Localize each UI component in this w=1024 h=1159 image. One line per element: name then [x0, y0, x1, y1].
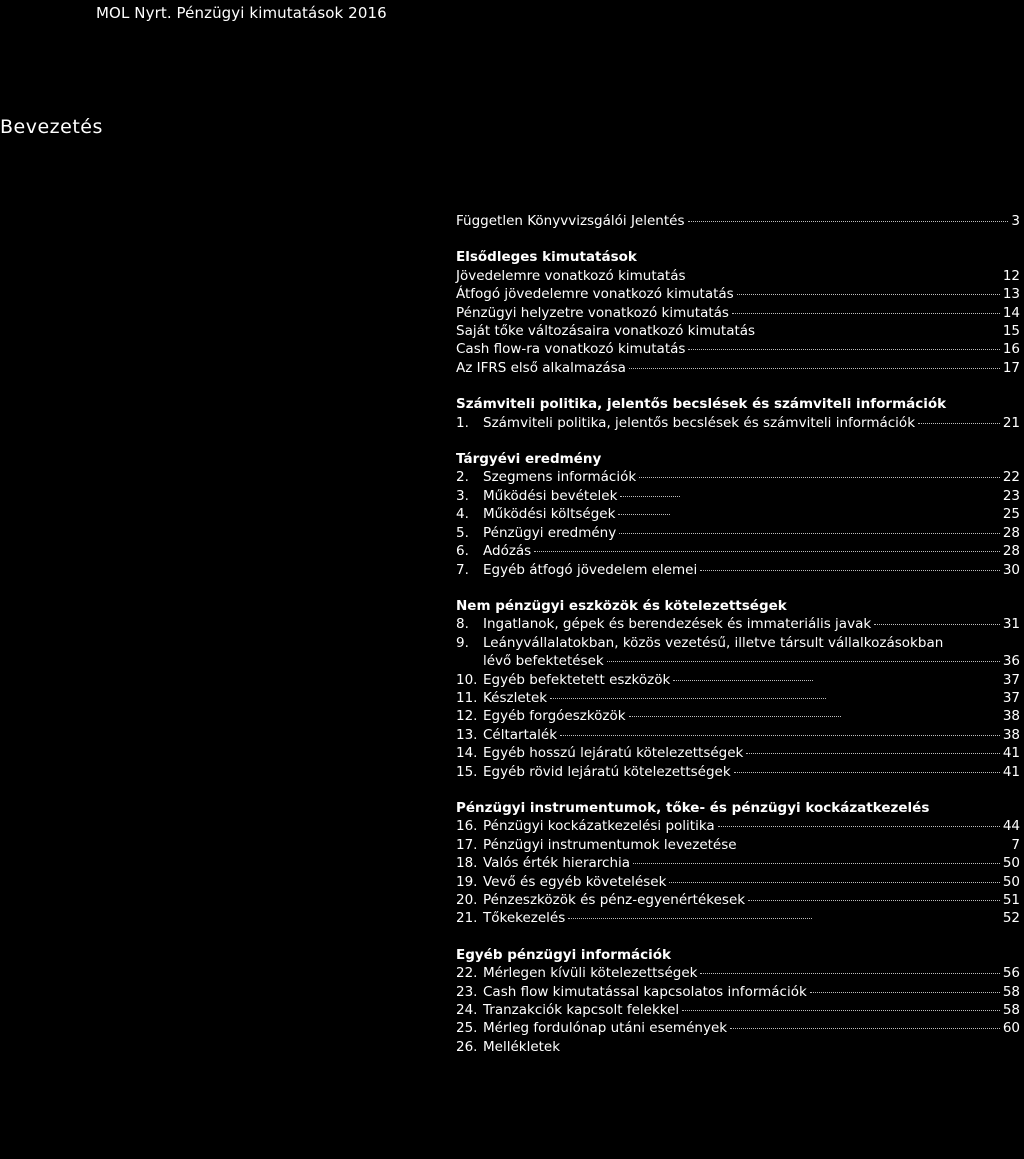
- toc-entry-number: 25.: [456, 1020, 478, 1037]
- toc-section-policy: [456, 395, 1020, 432]
- toc-entry[interactable]: [456, 615, 1020, 633]
- toc-entry-label: Ingatlanok, gépek és berendezések és immateriális javak: [483, 616, 872, 633]
- leader-dots: [874, 624, 1000, 625]
- leader-dots: [633, 863, 1000, 864]
- toc-entry-number: 3.: [456, 487, 469, 504]
- toc-entry-page: 31: [1002, 616, 1020, 633]
- toc-entry-number: 22.: [456, 965, 478, 982]
- toc-entry-page: 51: [1002, 892, 1020, 908]
- toc-entry-number: 11.: [456, 689, 478, 706]
- toc-entry-page: 38: [1002, 708, 1020, 725]
- toc-section-other: [456, 946, 1020, 1056]
- toc-entry-label: Egyéb rövid lejáratú kötelezettségek: [483, 763, 731, 780]
- toc-entry[interactable]: [456, 1001, 1020, 1019]
- toc-entry-label: Tranzakciók kapcsolt felekkel: [483, 1002, 680, 1019]
- leader-dots: [534, 551, 1000, 552]
- leader-dots: [619, 533, 1000, 534]
- toc-entry-label: Számviteli politika, jelentős becslések és számviteli információk: [483, 414, 916, 431]
- toc-entry[interactable]: [456, 1019, 1020, 1037]
- toc-entry[interactable]: [456, 726, 1020, 744]
- toc-entry-page: 16: [1002, 341, 1020, 358]
- toc-entry-page: 15: [1002, 323, 1020, 340]
- toc-entry-label: Működési bevételek: [483, 487, 618, 504]
- toc-entry[interactable]: [456, 744, 1020, 762]
- toc-entry[interactable]: [456, 542, 1020, 560]
- toc-entry[interactable]: [456, 414, 1020, 432]
- toc-entry-page: 44: [1002, 818, 1020, 835]
- toc-entry-number: 4.: [456, 506, 469, 523]
- leader-dots: [734, 772, 1000, 773]
- toc-entry[interactable]: [456, 340, 1020, 358]
- toc-entry[interactable]: [456, 505, 1020, 523]
- leader-dots: [700, 570, 1000, 571]
- toc-entry-number: 6.: [456, 543, 469, 560]
- leader-dots: [607, 661, 1000, 662]
- toc-entry-page: 3: [1011, 213, 1020, 229]
- toc-entry[interactable]: [456, 524, 1020, 542]
- toc-entry-label: Pénzügyi kockázatkezelési politika: [483, 818, 715, 835]
- toc-entry[interactable]: [456, 322, 1020, 340]
- leader-dots: [730, 1028, 1000, 1029]
- toc-entry-number: 10.: [456, 671, 478, 688]
- toc-entry-label: Cash flow-ra vonatkozó kimutatás: [456, 341, 686, 358]
- toc-entry-number: 12.: [456, 708, 478, 725]
- toc-entry[interactable]: [456, 468, 1020, 486]
- toc-entry[interactable]: [456, 854, 1020, 872]
- toc-entry-continuation: [483, 652, 1020, 670]
- toc-entry[interactable]: [456, 964, 1020, 982]
- toc-entry-page: 22: [1002, 469, 1020, 486]
- leader-dots: [748, 900, 1000, 901]
- leader-dots: [718, 826, 1000, 827]
- toc-entry-number: 16.: [456, 818, 478, 835]
- toc-entry[interactable]: [456, 836, 1020, 854]
- toc-entry-label-continued: lévő befektetések: [483, 653, 604, 670]
- leader-dots: [629, 368, 1000, 369]
- toc-entry-page: 60: [1002, 1020, 1020, 1037]
- section-heading: Pénzügyi instrumentumok, tőke- és pénzügyi kockázatkezelés: [456, 799, 930, 816]
- toc-entry-label: Egyéb befektetett eszközök: [483, 671, 671, 688]
- toc-entry[interactable]: [456, 634, 1020, 671]
- toc-entry[interactable]: [456, 267, 1020, 285]
- toc-entry[interactable]: [456, 873, 1020, 891]
- section-heading: Számviteli politika, jelentős becslések és számviteli információk: [456, 396, 947, 413]
- toc-entry[interactable]: [456, 983, 1020, 1001]
- toc-entry-number: 20.: [456, 892, 478, 908]
- toc-entry[interactable]: [456, 487, 1020, 505]
- toc-entry-label: Vevő és egyéb követelések: [483, 873, 667, 890]
- toc-entry[interactable]: [456, 304, 1020, 322]
- toc-entry-page: 37: [1002, 671, 1020, 688]
- toc-entry-page: 52: [1002, 910, 1020, 927]
- table-of-contents: [456, 212, 1020, 1056]
- leader-dots: [629, 716, 841, 717]
- running-header: MOL Nyrt. Pénzügyi kimutatások 2016: [96, 4, 387, 22]
- toc-entry-page: 41: [1002, 745, 1020, 762]
- toc-entry-label: Saját tőke változásaira vonatkozó kimutatás: [456, 323, 756, 340]
- toc-entry-page: 36: [1002, 653, 1020, 670]
- toc-section-intro: [456, 212, 1020, 230]
- toc-entry-page: 50: [1002, 873, 1020, 890]
- leader-dots: [746, 753, 999, 754]
- toc-entry-page: 50: [1002, 855, 1020, 872]
- toc-entry-number: 26.: [456, 1038, 478, 1055]
- toc-entry[interactable]: [456, 909, 1020, 927]
- toc-entry-page: 13: [1002, 286, 1020, 303]
- toc-entry-page: 25: [1002, 506, 1020, 523]
- toc-entry-page: 58: [1002, 983, 1020, 1000]
- toc-entry-label: Adózás: [483, 543, 532, 560]
- toc-entry[interactable]: [456, 891, 1020, 909]
- toc-entry-label: Tőkekezelés: [483, 910, 566, 927]
- toc-entry-label: Szegmens információk: [483, 469, 637, 486]
- toc-entry-page: 38: [1002, 726, 1020, 743]
- section-heading: Tárgyévi eredmény: [456, 451, 602, 468]
- section-heading: Nem pénzügyi eszközök és kötelezettségek: [456, 597, 787, 614]
- toc-entry-page: 41: [1002, 763, 1020, 780]
- toc-entry-label: Az IFRS első alkalmazása: [456, 359, 626, 376]
- toc-entry[interactable]: [456, 212, 1020, 230]
- section-heading: Egyéb pénzügyi információk: [456, 946, 671, 963]
- toc-entry[interactable]: [456, 285, 1020, 303]
- toc-entry-page: 37: [1002, 689, 1020, 706]
- toc-entry-page: 23: [1002, 487, 1020, 504]
- toc-section-results: [456, 450, 1020, 579]
- toc-entry-number: 8.: [456, 616, 469, 633]
- toc-entry-label: Leányvállalatokban, közös vezetésű, illetve társult vállalkozásokban: [483, 634, 944, 651]
- toc-entry-number: 17.: [456, 836, 478, 853]
- toc-entry-number: 19.: [456, 873, 478, 890]
- page-title: Bevezetés: [0, 116, 103, 138]
- toc-entry-label: Cash flow kimutatással kapcsolatos információk: [483, 983, 807, 1000]
- toc-entry-number: 5.: [456, 524, 469, 541]
- toc-entry-number: 21.: [456, 910, 478, 927]
- toc-entry[interactable]: [456, 359, 1020, 377]
- toc-entry-number: 14.: [456, 745, 478, 762]
- toc-entry-number: 23.: [456, 983, 478, 1000]
- toc-entry-label: Mérleg fordulónap utáni események: [483, 1020, 728, 1037]
- leader-dots: [560, 735, 1000, 736]
- toc-entry-label: Pénzügyi eredmény: [483, 524, 617, 541]
- leader-dots: [550, 698, 826, 699]
- toc-entry-label: Valós érték hierarchia: [483, 855, 631, 872]
- toc-entry-label: Pénzügyi helyzetre vonatkozó kimutatás: [456, 304, 729, 321]
- toc-entry[interactable]: [456, 1038, 1020, 1056]
- toc-entry-page: 21: [1002, 414, 1020, 431]
- toc-entry-page: 17: [1002, 359, 1020, 376]
- toc-entry-label: Mérlegen kívüli kötelezettségek: [483, 965, 698, 982]
- section-heading: Elsődleges kimutatások: [456, 249, 637, 266]
- leader-dots: [669, 882, 999, 883]
- toc-entry-page: 12: [1002, 267, 1020, 284]
- leader-dots: [732, 313, 1000, 314]
- toc-entry-number: 18.: [456, 855, 478, 872]
- leader-dots: [618, 514, 670, 515]
- leader-dots: [688, 349, 999, 350]
- toc-entry[interactable]: [456, 707, 1020, 725]
- toc-entry-number: 9.: [456, 634, 469, 651]
- toc-entry-label: Készletek: [483, 689, 548, 706]
- toc-entry-label: Pénzügyi instrumentumok levezetése: [483, 836, 737, 853]
- toc-entry-label: Egyéb forgóeszközök: [483, 708, 626, 725]
- toc-entry-page: 7: [1011, 836, 1020, 853]
- toc-section-nonfinancial: [456, 597, 1020, 781]
- toc-entry-number: 13.: [456, 726, 478, 743]
- leader-dots: [682, 1010, 1000, 1011]
- leader-dots: [700, 973, 999, 974]
- toc-entry-label: Mellékletek: [483, 1038, 561, 1055]
- toc-entry[interactable]: [456, 671, 1020, 689]
- toc-entry[interactable]: [456, 689, 1020, 707]
- leader-dots: [673, 680, 813, 681]
- toc-entry-label: Egyéb átfogó jövedelem elemei: [483, 561, 698, 578]
- toc-entry-label: Pénzeszközök és pénz-egyenértékesek: [483, 892, 746, 908]
- toc-entry-page: 30: [1002, 561, 1020, 578]
- leader-dots: [568, 918, 812, 919]
- toc-entry-number: 7.: [456, 561, 469, 578]
- toc-entry-number: 15.: [456, 763, 478, 780]
- toc-entry-page: 28: [1002, 524, 1020, 541]
- toc-entry[interactable]: [456, 763, 1020, 781]
- toc-entry-page: 58: [1002, 1002, 1020, 1019]
- toc-section-primary: [456, 248, 1020, 377]
- toc-entry-label: Működési költségek: [483, 506, 616, 523]
- leader-dots: [688, 221, 1009, 222]
- toc-entry-label: Átfogó jövedelemre vonatkozó kimutatás: [456, 286, 734, 303]
- leader-dots: [639, 477, 1000, 478]
- leader-dots: [810, 992, 1000, 993]
- toc-entry[interactable]: [456, 561, 1020, 579]
- toc-entry[interactable]: [456, 817, 1020, 835]
- toc-entry-page: 14: [1002, 304, 1020, 321]
- toc-entry-number: 2.: [456, 469, 469, 486]
- toc-section-financial: [456, 799, 1020, 928]
- leader-dots: [620, 496, 680, 497]
- toc-entry-label: Céltartalék: [483, 726, 558, 743]
- toc-entry-page: 56: [1002, 965, 1020, 982]
- toc-entry-label: Független Könyvvizsgálói Jelentés: [456, 213, 685, 229]
- toc-entry-number: 1.: [456, 414, 469, 431]
- leader-dots: [918, 423, 1000, 424]
- toc-entry-body: [483, 634, 1020, 671]
- leader-dots: [737, 294, 1000, 295]
- toc-entry-label: Egyéb hosszú lejáratú kötelezettségek: [483, 745, 744, 762]
- toc-entry-label: Jövedelemre vonatkozó kimutatás: [456, 267, 686, 284]
- toc-entry-page: 28: [1002, 543, 1020, 560]
- toc-entry-number: 24.: [456, 1002, 478, 1019]
